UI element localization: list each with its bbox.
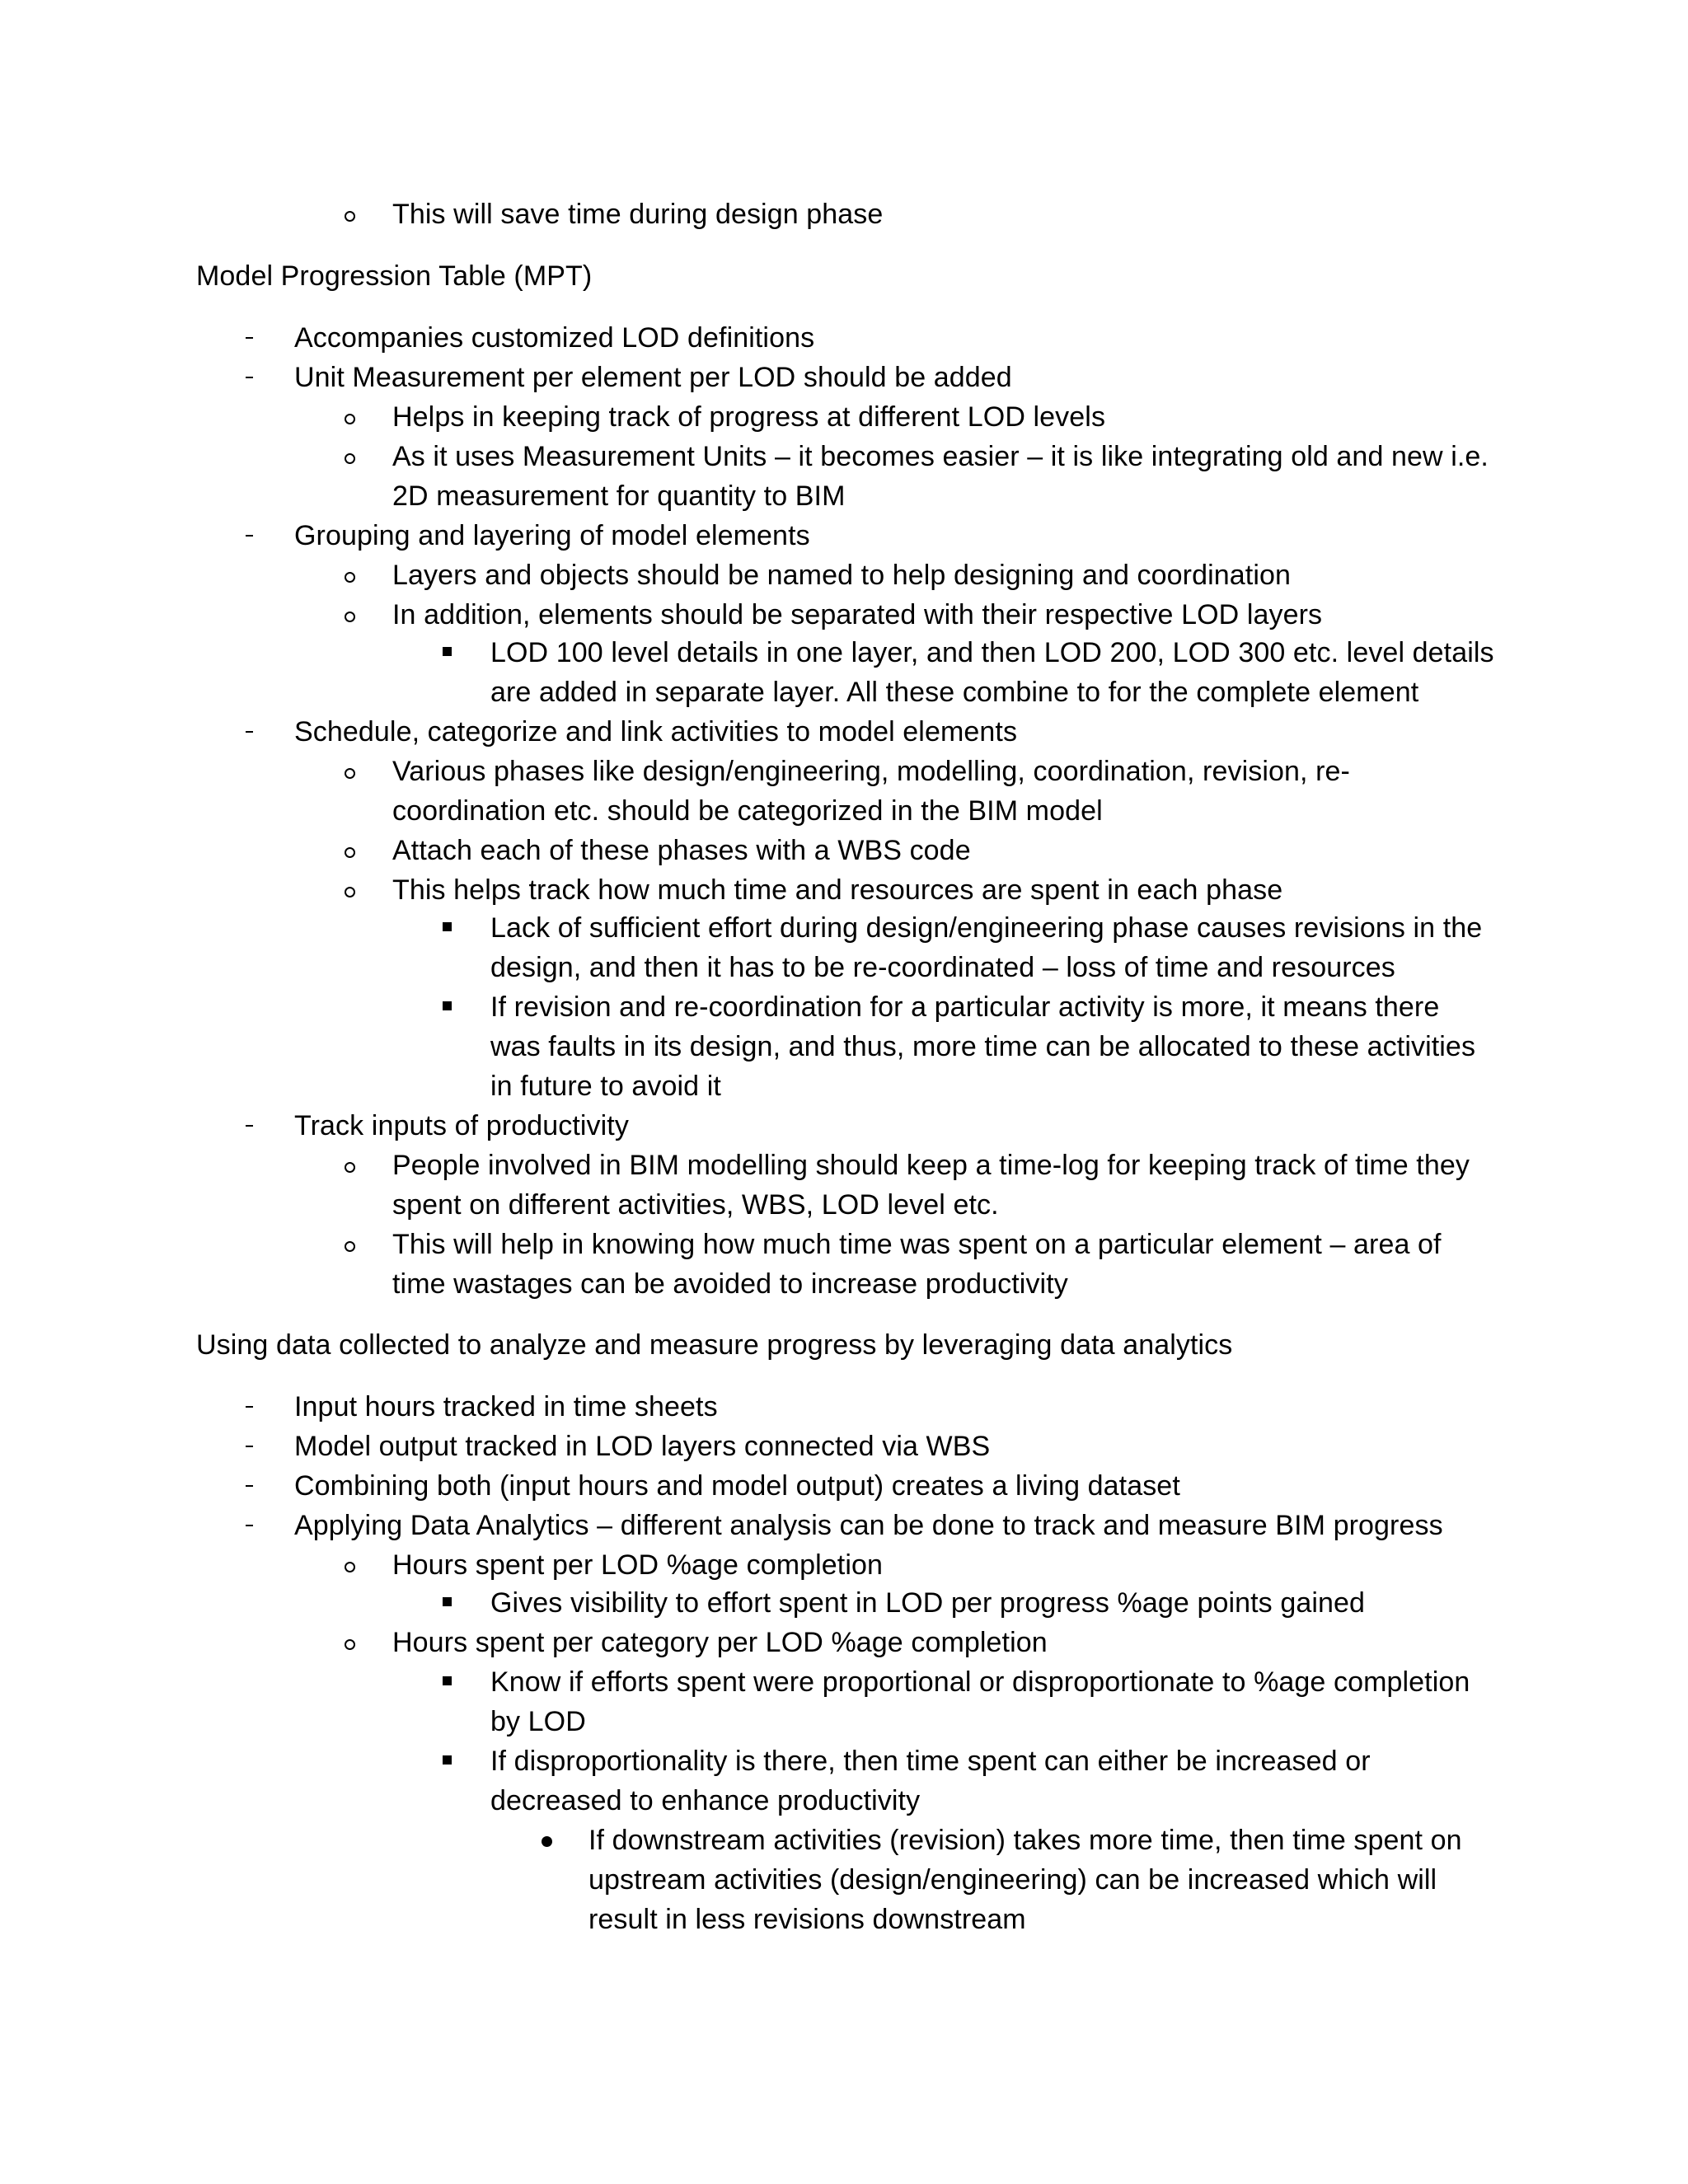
square-bullet-icon [443,1597,452,1606]
circle-bullet-icon [345,1639,355,1650]
list-item-text: Unit Measurement per element per LOD should be added [294,362,1012,393]
dash-bullet-icon [246,1406,253,1408]
circle-bullet-icon [345,1241,355,1252]
circle-bullet-icon [345,1162,355,1173]
list-item-text: Track inputs of productivity [294,1110,629,1141]
list-item-text-continued: coordination etc. should be categorized in the BIM model [392,795,1103,827]
circle-bullet-icon [345,414,355,424]
circle-bullet-icon [345,1562,355,1572]
list-item-text: Grouping and layering of model elements [294,520,810,551]
dash-bullet-icon [246,337,253,339]
list-item-text: This helps track how much time and resources are spent in each phase [392,874,1283,906]
list-item-text: Gives visibility to effort spent in LOD per progress %age points gained [490,1587,1366,1619]
list-item-text: Lack of sufficient effort during design/engineering phase causes revisions in the [490,912,1483,944]
list-item-text-continued: in future to avoid it [490,1071,721,1102]
circle-bullet-icon [345,612,355,622]
dash-bullet-icon [246,377,253,378]
list-item-text-continued: design, and then it has to be re-coordinated – loss of time and resources [490,952,1395,983]
list-item-text: Model output tracked in LOD layers connected via WBS [294,1431,991,1462]
list-item-text: In addition, elements should be separated with their respective LOD layers [392,599,1323,630]
circle-bullet-icon [345,887,355,898]
dash-bullet-icon [246,1525,253,1526]
list-item-text-continued: by LOD [490,1706,586,1737]
list-item-text: Layers and objects should be named to help designing and coordination [392,560,1292,591]
circle-bullet-icon [345,572,355,583]
square-bullet-icon [443,647,452,656]
list-item-text-continued: result in less revisions downstream [588,1904,1026,1935]
square-bullet-icon [443,922,452,931]
list-item-text-continued: upstream activities (design/engineering) can be increased which will [588,1864,1437,1896]
dot-bullet-icon [542,1836,552,1847]
list-item-text: Combining both (input hours and model output) creates a living dataset [294,1470,1180,1502]
list-item-text-continued: are added in separate layer. All these combine to for the complete element [490,677,1419,708]
list-item-text: As it uses Measurement Units – it becomes easier – it is like integrating old and new i.e. [392,441,1489,472]
list-item-text-continued: spent on different activities, WBS, LOD level etc. [392,1189,999,1221]
list-item-text: Various phases like design/engineering, modelling, coordination, revision, re- [392,756,1350,787]
list-item-text: Hours spent per category per LOD %age completion [392,1627,1048,1658]
list-item-text: Hours spent per LOD %age completion [392,1549,884,1581]
list-item-text-continued: decreased to enhance productivity [490,1785,921,1816]
list-item-text-continued: was faults in its design, and thus, more time can be allocated to these activities [490,1031,1476,1062]
list-item-text: People involved in BIM modelling should keep a time-log for keeping track of time they [392,1150,1470,1181]
dash-bullet-icon [246,1125,253,1127]
dash-bullet-icon [246,535,253,537]
square-bullet-icon [443,1676,452,1685]
list-item-text-continued: time wastages can be avoided to increase productivity [392,1268,1068,1300]
section-heading-data-analytics: Using data collected to analyze and measure progress by leveraging data analytics [196,1329,1233,1361]
list-item-text: Helps in keeping track of progress at different LOD levels [392,401,1106,433]
list-item-text: This will save time during design phase [392,199,884,230]
list-item-text: Know if efforts spent were proportional or disproportionate to %age completion [490,1666,1470,1698]
list-item-text: If disproportionality is there, then time spent can either be increased or [490,1746,1371,1777]
list-item-text: Attach each of these phases with a WBS code [392,835,971,866]
dash-bullet-icon [246,1485,253,1487]
list-item-text: If revision and re-coordination for a particular activity is more, it means there [490,991,1440,1023]
circle-bullet-icon [345,211,355,222]
list-item-text-continued: 2D measurement for quantity to BIM [392,480,846,512]
list-item-text: If downstream activities (revision) takes more time, then time spent on [588,1825,1462,1856]
circle-bullet-icon [345,768,355,779]
list-item-text: Schedule, categorize and link activities to model elements [294,716,1018,748]
square-bullet-icon [443,1755,452,1765]
dash-bullet-icon [246,1446,253,1447]
square-bullet-icon [443,1001,452,1010]
list-item-text: Accompanies customized LOD definitions [294,322,815,354]
circle-bullet-icon [345,453,355,464]
list-item-text: This will help in knowing how much time was spent on a particular element – area of [392,1229,1442,1260]
list-item-text: LOD 100 level details in one layer, and then LOD 200, LOD 300 etc. level details [490,637,1494,668]
list-item-text: Applying Data Analytics – different analysis can be done to track and measure BIM progress [294,1510,1443,1541]
section-heading-mpt: Model Progression Table (MPT) [196,260,593,292]
dash-bullet-icon [246,731,253,733]
list-item-text: Input hours tracked in time sheets [294,1391,718,1422]
circle-bullet-icon [345,847,355,858]
